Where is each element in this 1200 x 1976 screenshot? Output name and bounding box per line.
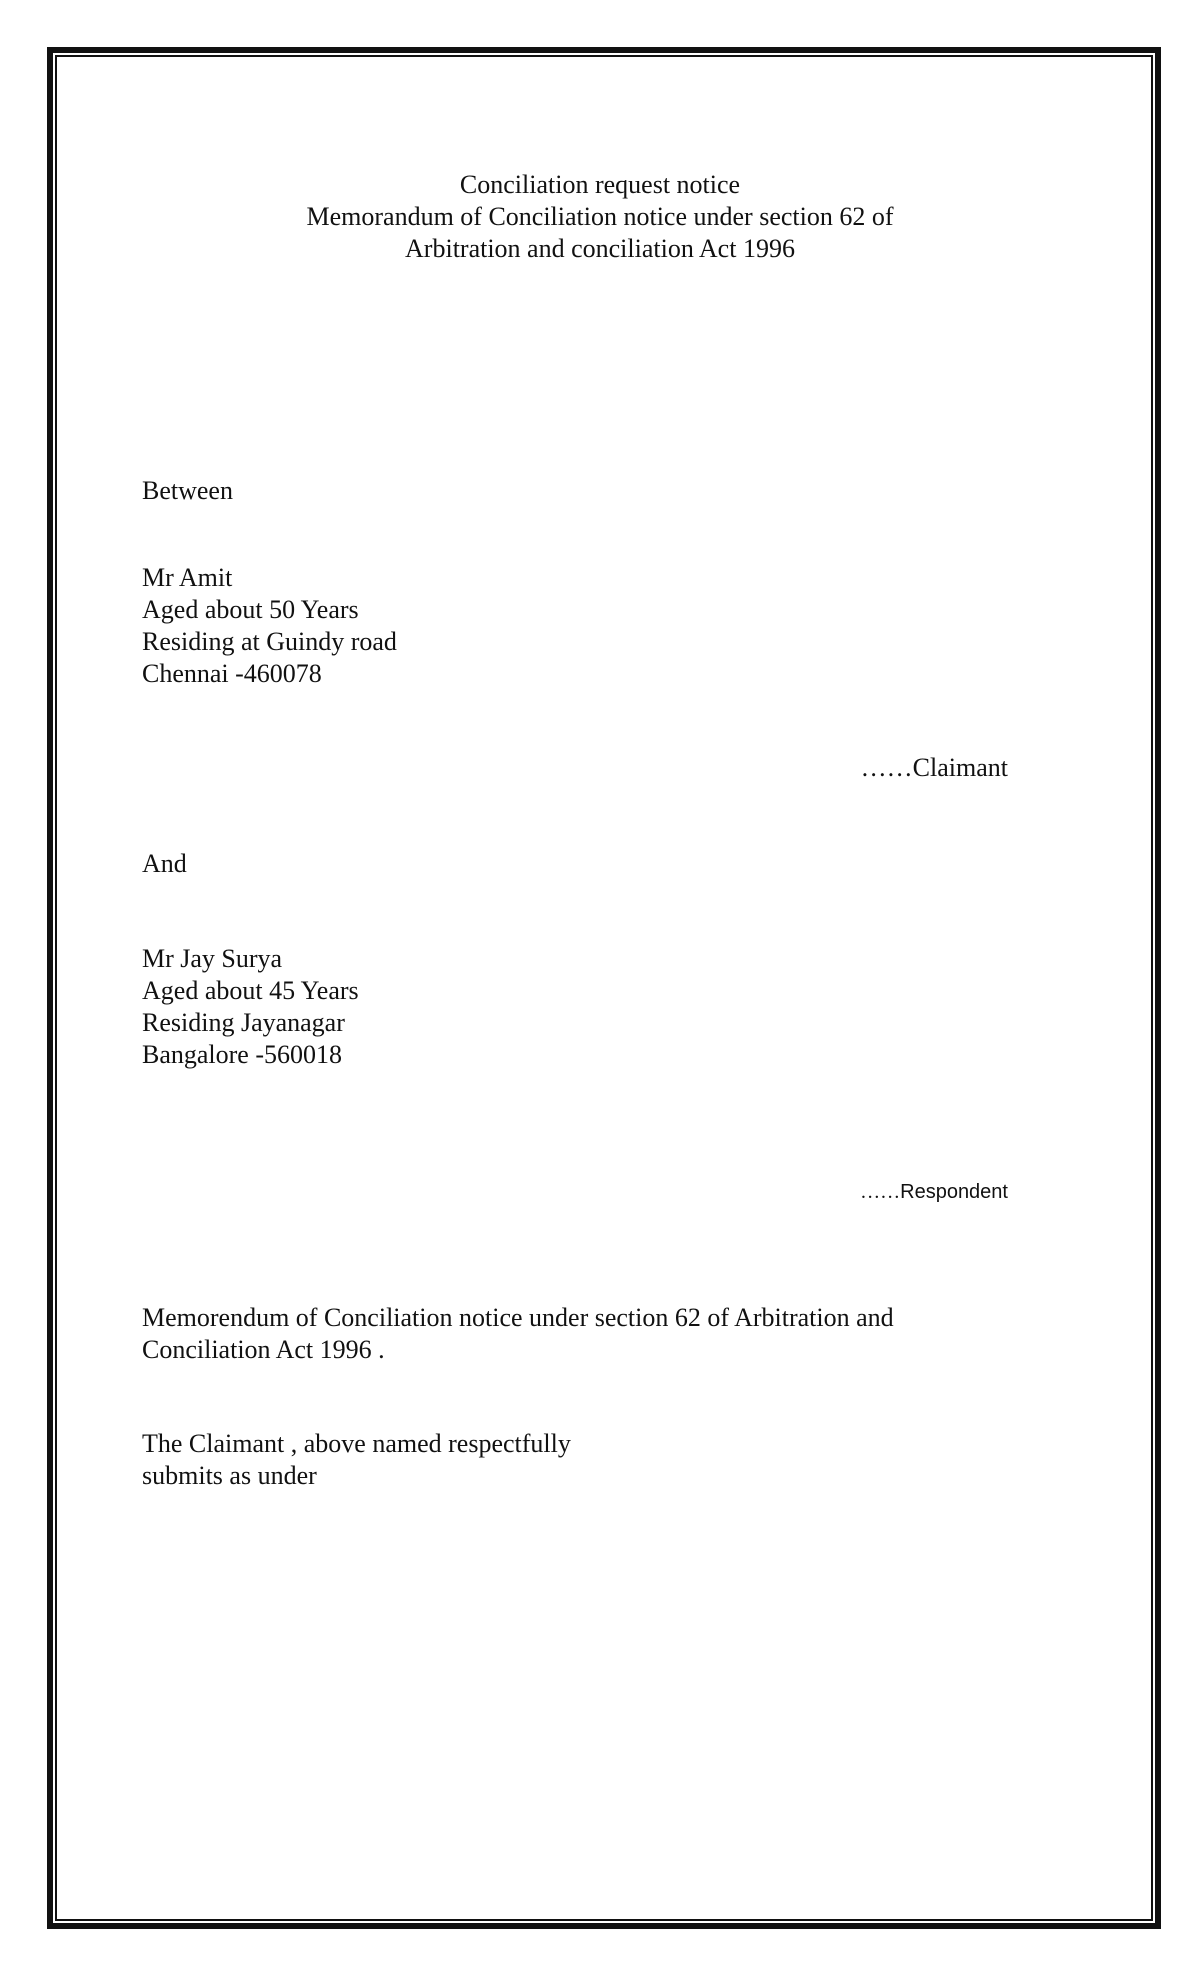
respondent-label [860, 1180, 1008, 1204]
and-label: And [142, 849, 187, 878]
respondent-label-text: Respondent [900, 1181, 1008, 1203]
claimant-name: Mr Amit [142, 563, 233, 592]
memorandum-line-2: Conciliation Act 1996 . [142, 1335, 385, 1364]
respondent-city: Bangalore -560018 [142, 1040, 343, 1069]
title-line-2: Memorandum of Conciliation notice under section 62 of [306, 202, 894, 231]
claimant-age: Aged about 50 Years [142, 595, 359, 624]
respondent-age: Aged about 45 Years [142, 976, 359, 1005]
respondent-label-dots: …… [860, 1181, 901, 1203]
submission-line-2: submits as under [142, 1461, 317, 1490]
claimant-address: Residing at Guindy road [142, 627, 397, 656]
document-title [0, 169, 1200, 265]
title-line-3: Arbitration and conciliation Act 1996 [405, 234, 795, 263]
submission-line-1: The Claimant , above named respectfully [142, 1429, 571, 1458]
claimant-city: Chennai -460078 [142, 659, 322, 688]
between-label: Between [142, 476, 233, 505]
respondent-name: Mr Jay Surya [142, 944, 283, 973]
claimant-label: ……Claimant [860, 753, 1008, 782]
memorandum-line-1: Memorendum of Conciliation notice under section 62 of Arbitration and [142, 1303, 894, 1332]
title-line-1: Conciliation request notice [459, 170, 741, 199]
respondent-address: Residing Jayanagar [142, 1008, 345, 1037]
